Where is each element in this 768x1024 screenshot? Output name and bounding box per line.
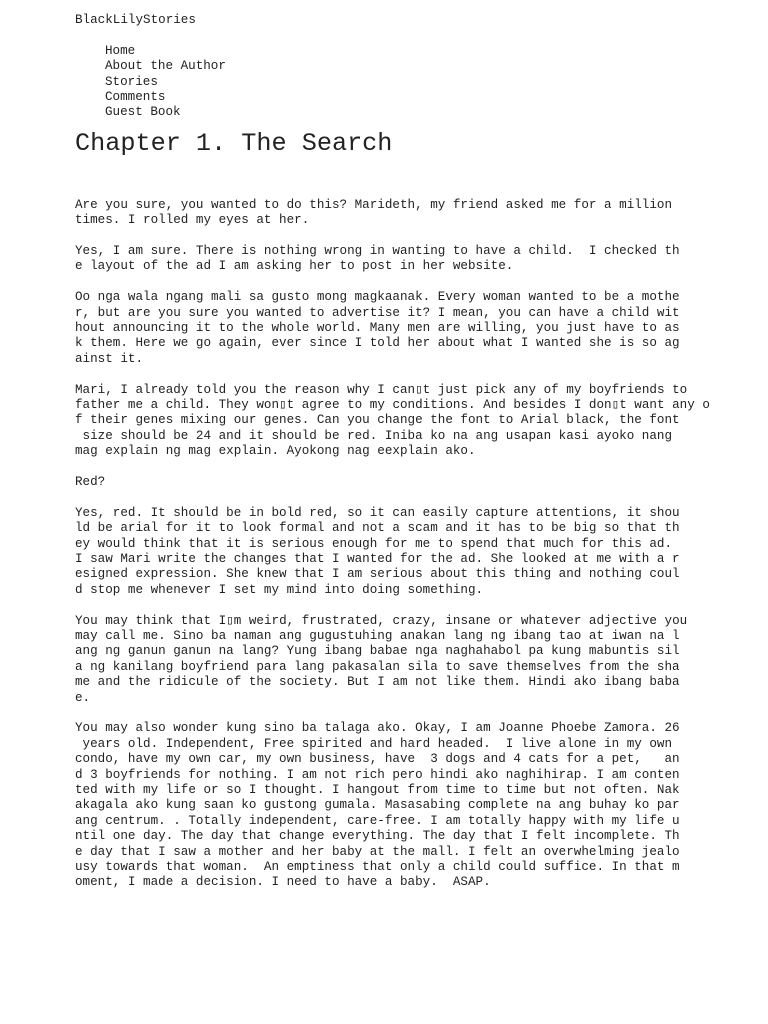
main-nav <box>105 44 715 121</box>
nav-item-comments <box>105 90 715 105</box>
nav-link-comments[interactable]: Comments <box>105 89 166 104</box>
page-content <box>75 13 715 906</box>
story-paragraph: Mari, I already told you the reason why I can▯t just pick any of my boyfriends to father me a child. They won▯t agree to my conditions. And besides I don▯t want any o f their genes mixing our genes. Can you change the font to Arial black, the font size should be 24 and it should be red. Iniba ko na ang usapan kasi ayoko nang mag explain ng mag explain. Ayokong nag eexplain ako. <box>75 382 710 459</box>
story-paragraph: You may think that I▯m weird, frustrated, crazy, insane or whatever adjective you may call me. Sino ba naman ang gugustuhing anakan lang ng ibang tao at iwan na l ang ng ganun ganun na lang? Yung ibang babae nga naghahabol pa kung mabuntis sil a ng kanilang boyfriend para lang pakasalan sila to save themselves from the sha me and the ridicule of the society. But I am not like them. Hindi ako ibang baba e. <box>75 613 688 705</box>
nav-item-guest-book <box>105 105 715 120</box>
story-paragraph: Red? <box>75 474 106 489</box>
site-title: BlackLilyStories <box>75 13 196 27</box>
nav-link-stories[interactable]: Stories <box>105 74 158 89</box>
nav-link-home[interactable]: Home <box>105 43 136 58</box>
story-paragraph: Yes, red. It should be in bold red, so it can easily capture attentions, it shou ld be arial for it to look formal and not a scam and it has to be big so that th ey would think that it is serious enough for me to spend that much for this ad. I saw Mari write the changes that I wanted for the ad. She looked at me with a r esigned expression. She knew that I am serious about this thing and nothing coul d stop me whenever I set my mind into doing something. <box>75 505 680 597</box>
story-paragraph: You may also wonder kung sino ba talaga ako. Okay, I am Joanne Phoebe Zamora. 26 years old. Independent, Free spirited and hard headed. I live alone in my own condo, have my own car, my own business, have 3 dogs and 4 cats for a pet, an d 3 boyfriends for nothing. I am not rich pero hindi ako naghihirap. I am conten ted with my life or so I thought. I hangout from time to time but not often. Nak akagala ako kung saan ko gustong gumala. Masasabing complete na ang buhay ko par ang centrum. . Totally independent, care-free. I am totally happy with my life u ntil one day. The day that change everything. The day that I felt incomplete. Th e day that I saw a mother and her baby at the mall. I felt an overwhelming jealo usy towards that woman. An emptiness that only a child could suffice. In that m oment, I made a decision. I need to have a baby. ASAP. <box>75 721 680 890</box>
story-body <box>75 198 715 891</box>
nav-link-guest-book[interactable]: Guest Book <box>105 105 181 120</box>
story-paragraph: Yes, I am sure. There is nothing wrong in wanting to have a child. I checked th e layout of the ad I am asking her to post in her website. <box>75 243 680 274</box>
nav-link-about-the-author[interactable]: About the Author <box>105 59 226 74</box>
nav-item-about-the-author <box>105 59 715 74</box>
nav-item-home <box>105 44 715 59</box>
chapter-title: Chapter 1. The Search <box>75 129 393 159</box>
nav-item-stories <box>105 75 715 90</box>
story-paragraph: Oo nga wala ngang mali sa gusto mong magkaanak. Every woman wanted to be a mothe r, but are you sure you wanted to advertise it? I mean, you can have a child wit hout announcing it to the whole world. Many men are willing, you just have to as k them. Here we go again, ever since I told her about what I wanted she is so ag ainst it. <box>75 290 680 366</box>
story-paragraph: Are you sure, you wanted to do this? Marideth, my friend asked me for a million times. I rolled my eyes at her. <box>75 197 673 228</box>
